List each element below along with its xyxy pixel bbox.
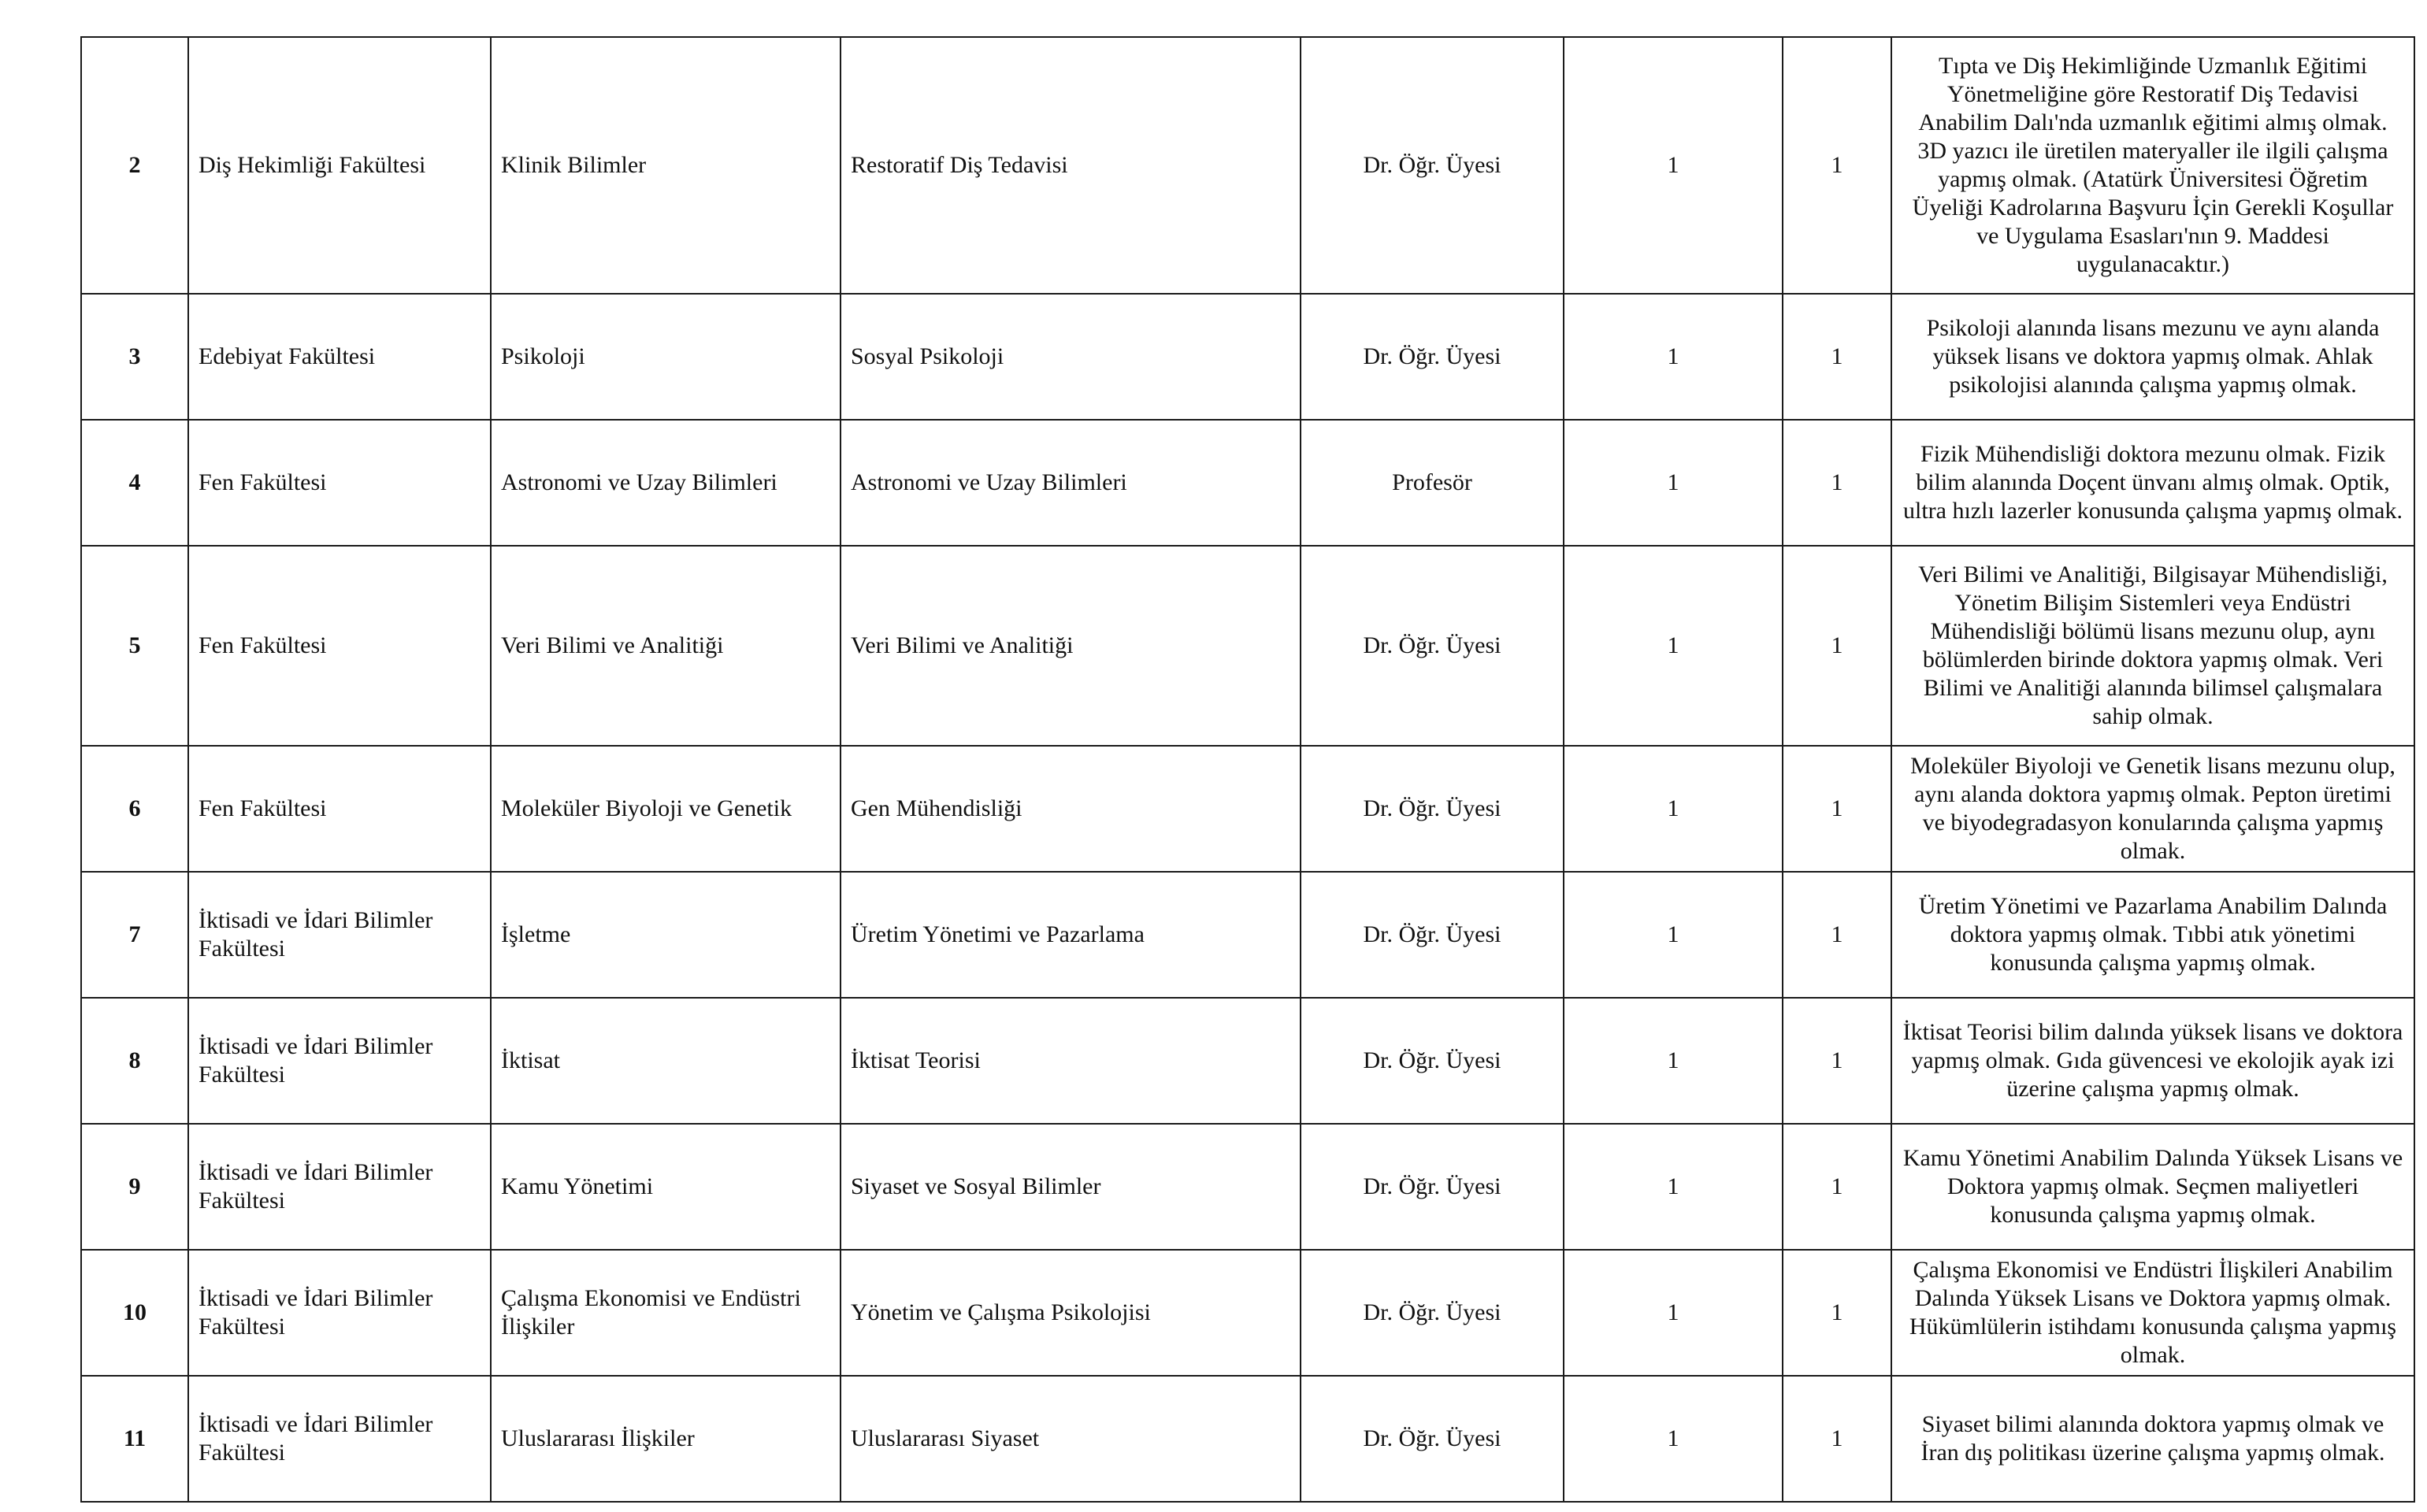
division-cell: İktisat Teorisi	[841, 998, 1301, 1124]
staff-count-cell: 1	[1783, 1124, 1891, 1250]
row-number: 8	[81, 998, 188, 1124]
position-count-cell: 1	[1564, 1250, 1783, 1376]
staff-count-cell: 1	[1783, 872, 1891, 998]
division-cell: Sosyal Psikoloji	[841, 294, 1301, 420]
requirements-cell: Fizik Mühendisliği doktora mezunu olmak. Fizik bilim alanında Doçent ünvanı almış olmak. Optik, ultra hızlı lazerler konusunda çalışma yapmış olmak.	[1891, 420, 2414, 546]
requirements-cell: Siyaset bilimi alanında doktora yapmış olmak ve İran dış politikası üzerine çalışma yapmış olmak.	[1891, 1376, 2414, 1502]
department-cell: Kamu Yönetimi	[491, 1124, 841, 1250]
requirements-cell: Moleküler Biyoloji ve Genetik lisans mezunu olup, aynı alanda doktora yapmış olmak. Pepton üretimi ve biyodegradasyon konularında çalışma yapmış olmak.	[1891, 746, 2414, 872]
academic-title-cell: Dr. Öğr. Üyesi	[1301, 872, 1564, 998]
academic-title-cell: Dr. Öğr. Üyesi	[1301, 1124, 1564, 1250]
staff-count-cell: 1	[1783, 37, 1891, 294]
requirements-cell: Veri Bilimi ve Analitiği, Bilgisayar Mühendisliği, Yönetim Bilişim Sistemleri veya Endüstri Mühendisliği bölümü lisans mezunu olup, aynı bölümlerden birinde doktora yapmış olmak. Veri Bilimi ve Analitiği alanında bilimsel çalışmalara sahip olmak.	[1891, 546, 2414, 746]
table-row	[81, 746, 2414, 872]
division-cell: Üretim Yönetimi ve Pazarlama	[841, 872, 1301, 998]
academic-title-cell: Dr. Öğr. Üyesi	[1301, 546, 1564, 746]
table-row	[81, 294, 2414, 420]
faculty-cell: Fen Fakültesi	[188, 746, 491, 872]
position-count-cell: 1	[1564, 294, 1783, 420]
table-row	[81, 1250, 2414, 1376]
faculty-cell: İktisadi ve İdari Bilimler Fakültesi	[188, 1250, 491, 1376]
row-number: 6	[81, 746, 188, 872]
academic-title-cell: Dr. Öğr. Üyesi	[1301, 1376, 1564, 1502]
position-count-cell: 1	[1564, 998, 1783, 1124]
academic-title-cell: Profesör	[1301, 420, 1564, 546]
position-count-cell: 1	[1564, 546, 1783, 746]
table-row	[81, 1376, 2414, 1502]
department-cell: Psikoloji	[491, 294, 841, 420]
staff-positions-table	[80, 36, 2415, 1503]
table-row	[81, 998, 2414, 1124]
table-row	[81, 872, 2414, 998]
position-count-cell: 1	[1564, 1124, 1783, 1250]
division-cell: Gen Mühendisliği	[841, 746, 1301, 872]
staff-count-cell: 1	[1783, 746, 1891, 872]
table-row	[81, 546, 2414, 746]
department-cell: Veri Bilimi ve Analitiği	[491, 546, 841, 746]
row-number: 11	[81, 1376, 188, 1502]
department-cell: Klinik Bilimler	[491, 37, 841, 294]
requirements-cell: Psikoloji alanında lisans mezunu ve aynı alanda yüksek lisans ve doktora yapmış olmak. Ahlak psikolojisi alanında çalışma yapmış olmak.	[1891, 294, 2414, 420]
department-cell: İşletme	[491, 872, 841, 998]
department-cell: Çalışma Ekonomisi ve Endüstri İlişkiler	[491, 1250, 841, 1376]
staff-count-cell: 1	[1783, 1250, 1891, 1376]
faculty-cell: Fen Fakültesi	[188, 546, 491, 746]
position-count-cell: 1	[1564, 420, 1783, 546]
faculty-cell: İktisadi ve İdari Bilimler Fakültesi	[188, 998, 491, 1124]
requirements-cell: Üretim Yönetimi ve Pazarlama Anabilim Dalında doktora yapmış olmak. Tıbbi atık yönetimi konusunda çalışma yapmış olmak.	[1891, 872, 2414, 998]
staff-count-cell: 1	[1783, 294, 1891, 420]
division-cell: Veri Bilimi ve Analitiği	[841, 546, 1301, 746]
academic-title-cell: Dr. Öğr. Üyesi	[1301, 37, 1564, 294]
staff-count-cell: 1	[1783, 420, 1891, 546]
row-number: 9	[81, 1124, 188, 1250]
department-cell: Uluslararası İlişkiler	[491, 1376, 841, 1502]
position-count-cell: 1	[1564, 746, 1783, 872]
division-cell: Restoratif Diş Tedavisi	[841, 37, 1301, 294]
division-cell: Uluslararası Siyaset	[841, 1376, 1301, 1502]
row-number: 5	[81, 546, 188, 746]
faculty-cell: İktisadi ve İdari Bilimler Fakültesi	[188, 1124, 491, 1250]
table-row	[81, 1124, 2414, 1250]
row-number: 7	[81, 872, 188, 998]
staff-count-cell: 1	[1783, 998, 1891, 1124]
position-count-cell: 1	[1564, 1376, 1783, 1502]
row-number: 3	[81, 294, 188, 420]
department-cell: Astronomi ve Uzay Bilimleri	[491, 420, 841, 546]
academic-title-cell: Dr. Öğr. Üyesi	[1301, 1250, 1564, 1376]
requirements-cell: Kamu Yönetimi Anabilim Dalında Yüksek Lisans ve Doktora yapmış olmak. Seçmen maliyetleri konusunda çalışma yapmış olmak.	[1891, 1124, 2414, 1250]
department-cell: Moleküler Biyoloji ve Genetik	[491, 746, 841, 872]
requirements-cell: Çalışma Ekonomisi ve Endüstri İlişkileri Anabilim Dalında Yüksek Lisans ve Doktora yapmış olmak. Hükümlülerin istihdamı konusunda çalışma yapmış olmak.	[1891, 1250, 2414, 1376]
requirements-cell: Tıpta ve Diş Hekimliğinde Uzmanlık Eğitimi Yönetmeliğine göre Restoratif Diş Tedavisi Anabilim Dalı'nda uzmanlık eğitimi almış olmak. 3D yazıcı ile üretilen materyaller ile ilgili çalışma yapmış olmak. (Atatürk Üniversitesi Öğretim Üyeliği Kadrolarına Başvuru İçin Gerekli Koşullar ve Uygulama Esasları'nın 9. Maddesi uygulanacaktır.)	[1891, 37, 2414, 294]
faculty-cell: İktisadi ve İdari Bilimler Fakültesi	[188, 1376, 491, 1502]
faculty-cell: Diş Hekimliği Fakültesi	[188, 37, 491, 294]
faculty-cell: Edebiyat Fakültesi	[188, 294, 491, 420]
row-number: 2	[81, 37, 188, 294]
division-cell: Astronomi ve Uzay Bilimleri	[841, 420, 1301, 546]
position-count-cell: 1	[1564, 872, 1783, 998]
row-number: 10	[81, 1250, 188, 1376]
position-count-cell: 1	[1564, 37, 1783, 294]
row-number: 4	[81, 420, 188, 546]
faculty-cell: İktisadi ve İdari Bilimler Fakültesi	[188, 872, 491, 998]
staff-count-cell: 1	[1783, 546, 1891, 746]
department-cell: İktisat	[491, 998, 841, 1124]
academic-title-cell: Dr. Öğr. Üyesi	[1301, 294, 1564, 420]
division-cell: Siyaset ve Sosyal Bilimler	[841, 1124, 1301, 1250]
faculty-cell: Fen Fakültesi	[188, 420, 491, 546]
division-cell: Yönetim ve Çalışma Psikolojisi	[841, 1250, 1301, 1376]
requirements-cell: İktisat Teorisi bilim dalında yüksek lisans ve doktora yapmış olmak. Gıda güvencesi ve ekolojik ayak izi üzerine çalışma yapmış olmak.	[1891, 998, 2414, 1124]
academic-title-cell: Dr. Öğr. Üyesi	[1301, 746, 1564, 872]
table-row	[81, 420, 2414, 546]
academic-title-cell: Dr. Öğr. Üyesi	[1301, 998, 1564, 1124]
table-row	[81, 37, 2414, 294]
staff-count-cell: 1	[1783, 1376, 1891, 1502]
